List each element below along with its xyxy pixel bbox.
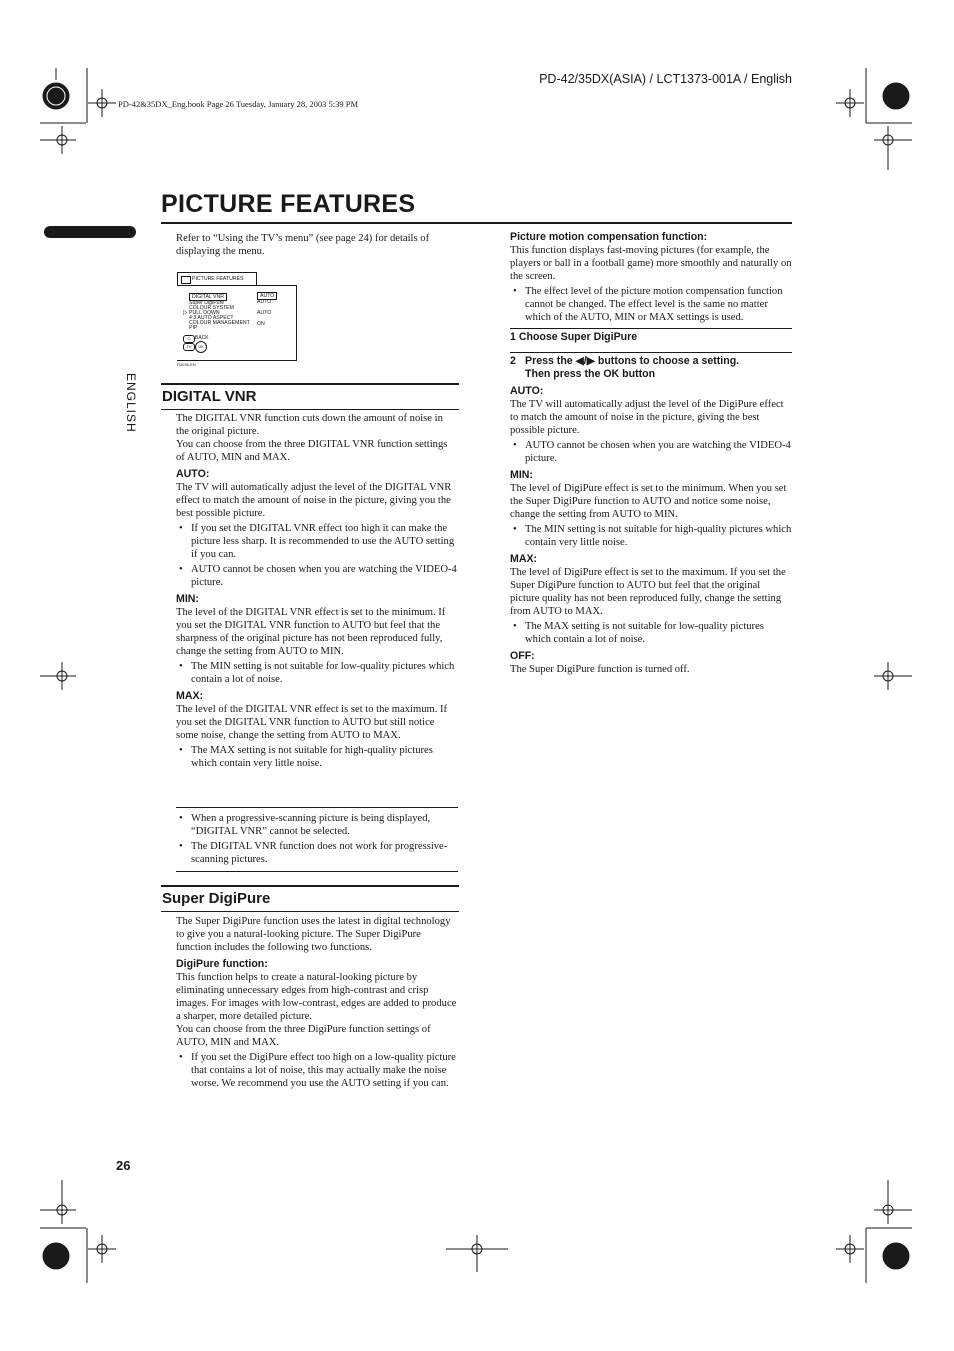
document-reference: PD-42/35DX(ASIA) / LCT1373-001A / English xyxy=(539,72,792,86)
file-info: PD-42&35DX_Eng.book Page 26 Tuesday, January 28, 2003 5:39 PM xyxy=(118,99,359,109)
list-item: • The DIGITAL VNR function does not work for progressive-scanning pictures. xyxy=(191,840,458,866)
digital-vnr-heading: DIGITAL VNR xyxy=(161,383,459,410)
language-label: ENGLISH xyxy=(124,373,138,433)
step-1: 1 Choose Super DigiPure xyxy=(510,331,638,343)
list-item: • The effect level of the picture motion compensation function cannot be changed. The effect level is the same no matter which of the AUTO, MIN or MAX settings is used. xyxy=(525,285,792,324)
list-item: • AUTO cannot be chosen when you are watching the VIDEO-4 picture. xyxy=(525,439,792,465)
list-item: • When a progressive-scanning picture is being displayed, “DIGITAL VNR” cannot be selected. xyxy=(191,812,458,838)
list-item: • If you set the DigiPure effect too high on a low-quality picture that contains a lot of noise, this may actually make the noise worse. We recommend you use the AUTO setting if you can. xyxy=(191,1051,458,1090)
menu-illustration: PICTURE FEATURES ▷ DIGITAL VNR Super DigiPure COLOUR SYSTEM PULL DOWN 4:3 AUTO ASPECT COLOUR MANAGEMENT PIP AUTO AUTO AUTO ON ⊙ BACK TV OK D3036-EN xyxy=(176,272,298,368)
super-digipure-section: The Super DigiPure function uses the latest in digital technology to give you a natural-looking picture. The Super DigiPure function includes the following two functions. DigiPure function: This function helps to create a natural-looking picture by eliminating unnecessary edges from high-contrast and crisp images. For images with low-contrast, edges are added to produce a sharper, more detailed picture. You can choose from the three DigiPure function settings of AUTO, MIN and MAX. • If you set the DigiPure effect too high on a low-quality picture that contains a lot of noise, this may actually make the noise worse. We recommend you use the AUTO setting if you can. xyxy=(176,915,458,1092)
right-column: Picture motion compensation function: This function displays fast-moving pictures (for example, the players or ball in a football game) more smoothly and naturally on the screen. • The effect level of the picture motion compensation function cannot be changed. The effect level is the same no matter which of the AUTO, MIN or MAX settings is used. 1 Choose Super DigiPure 2 Press the ◀/▶ buttons to choose a setting. Then press the OK button AUTO: The TV will automatically adjust the level of the DigiPure effect to match the amount of noise in the picture, giving the best possible picture. • AUTO cannot be chosen when you are watching the VIDEO-4 picture. MIN: The level of DigiPure effect is set to the minimum. When you set the Super DigiPure function to AUTO and notice some noise, change the setting from AUTO to MIN. • The MIN setting is not suitable for high-quality pictures which contain very little noise. MAX: The level of DigiPure effect is set to the maximum. If you set the Super DigiPure function to AUTO but feel that the original picture quality has not been reproduced fully, change the setting from AUTO to MAX. • The MAX setting is not suitable for low-quality pictures which contain a lot of noise. OFF: The Super DigiPure function is turned off. xyxy=(510,231,792,676)
list-item: • The MAX setting is not suitable for low-quality pictures which contain a lot of noise. xyxy=(525,620,792,646)
menu-button-icon: ⊙ xyxy=(183,335,195,343)
tv-button-icon: TV xyxy=(183,343,195,351)
cursor-icon: ▷ xyxy=(183,310,188,316)
intro-text: Refer to “Using the TV’s menu” (see page 24) for details of displaying the menu. xyxy=(176,233,430,257)
ok-dial-icon: OK xyxy=(195,341,207,353)
list-item: • If you set the DIGITAL VNR effect too high it can make the picture less sharp. It is recommended to use the AUTO setting if you can. xyxy=(191,522,458,561)
menu-tab: PICTURE FEATURES xyxy=(177,272,257,285)
page-number: 26 xyxy=(116,1158,131,1173)
title-rule xyxy=(161,222,792,224)
list-item: • The MAX setting is not suitable for high-quality pictures which contain very little noise. xyxy=(191,744,458,770)
list-item: • The MIN setting is not suitable for low-quality pictures which contain a lot of noise. xyxy=(191,660,458,686)
list-item: • AUTO cannot be chosen when you are watching the VIDEO-4 picture. xyxy=(191,563,458,589)
super-digipure-heading: Super DigiPure xyxy=(161,885,459,912)
menu-body: ▷ DIGITAL VNR Super DigiPure COLOUR SYSTEM PULL DOWN 4:3 AUTO ASPECT COLOUR MANAGEMENT PIP AUTO AUTO AUTO ON ⊙ BACK TV OK xyxy=(177,285,297,361)
list-item: • The MIN setting is not suitable for high-quality pictures which contain very little noise. xyxy=(525,523,792,549)
digital-vnr-notes xyxy=(176,807,458,872)
page-title: PICTURE FEATURES xyxy=(161,190,416,218)
digital-vnr-section: The DIGITAL VNR function cuts down the amount of noise in the original picture. You can choose from the three DIGITAL VNR function settings of AUTO, MIN and MAX. AUTO: The TV will automatically adjust the level of the DIGITAL VNR effect to match the amount of noise in the picture, giving you the best possible picture. • If you set the DIGITAL VNR effect too high it can make the picture less sharp. It is recommended to use the AUTO setting if you can. • AUTO cannot be chosen when you are watching the VIDEO-4 picture. MIN: The level of the DIGITAL VNR effect is set to the minimum. If you set the DIGITAL VNR function to AUTO but feel that the sharpness of the original picture has not been reproduced fully, change the setting from AUTO to MIN. • The MIN setting is not suitable for low-quality pictures which contain a lot of noise. MAX: The level of the DIGITAL VNR effect is set to the maximum. If you set the DIGITAL VNR function to AUTO but still notice some noise, change the setting from AUTO to MAX. • The MAX setting is not suitable for high-quality pictures which contain very little noise. xyxy=(176,412,458,772)
picture-icon xyxy=(181,276,191,284)
step-2: 2 Press the ◀/▶ buttons to choose a setting. Then press the OK button xyxy=(510,355,740,380)
language-tab-marker xyxy=(44,226,136,238)
left-right-arrow-icon: ◀/▶ xyxy=(575,355,595,367)
ok-icon: OK xyxy=(603,368,620,380)
